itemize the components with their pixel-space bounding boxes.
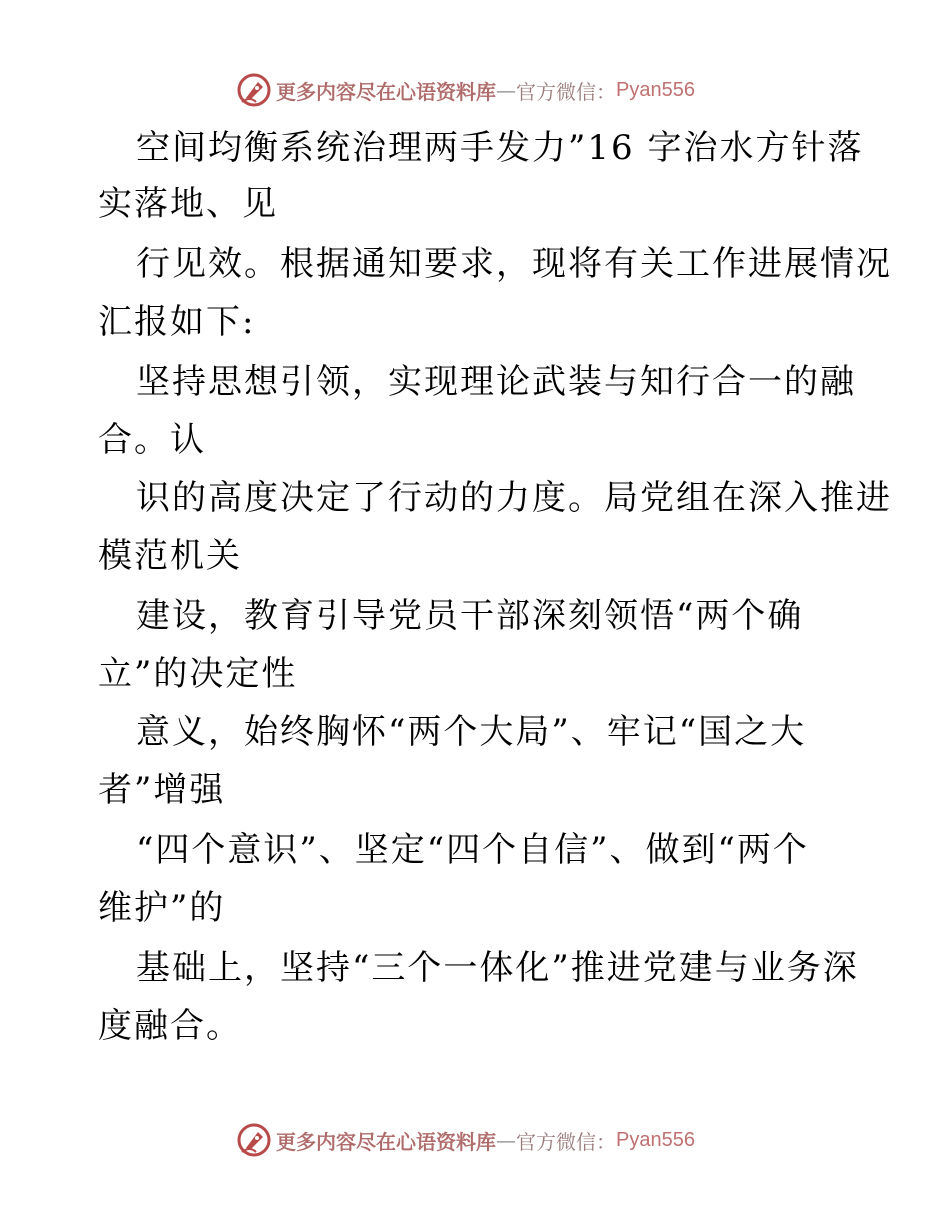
body-line: 合。认 — [98, 420, 206, 460]
watermark-separator: — — [496, 78, 516, 102]
fountain-pen-seal-icon — [236, 1122, 272, 1158]
watermark-wechat-id: Pyan556 — [616, 78, 695, 101]
watermark-separator: — — [496, 1128, 516, 1152]
watermark-wechat-label: 官方微信： — [516, 79, 616, 104]
footer-watermark — [236, 1122, 695, 1158]
body-line: 行见效。根据通知要求，现将有关工作进展情况 — [136, 244, 892, 284]
body-line: 度融合。 — [98, 1006, 242, 1046]
body-line: 汇报如下: — [98, 302, 256, 342]
body-line: 意义，始终胸怀“两个大局”、牢记“国之大 — [136, 712, 807, 752]
fountain-pen-seal-icon — [236, 72, 272, 108]
body-line: 实落地、见 — [98, 184, 278, 224]
body-line: 者”增强 — [98, 770, 226, 810]
watermark-main-text: 更多内容尽在心语资料库 — [276, 1129, 496, 1154]
watermark-main-text: 更多内容尽在心语资料库 — [276, 79, 496, 104]
body-line: 基础上，坚持“三个一体化”推进党建与业务深 — [136, 948, 859, 988]
body-line: 维护”的 — [98, 888, 226, 928]
body-line: 空间均衡系统治理两手发力”16 字治水方针落 — [136, 128, 864, 168]
body-line: 建设，教育引导党员干部深刻领悟“两个确 — [136, 596, 804, 636]
body-line: 模范机关 — [98, 536, 242, 576]
body-line: “四个意识”、坚定“四个自信”、做到“两个 — [136, 830, 809, 870]
body-line: 识的高度决定了行动的力度。局党组在深入推进 — [136, 478, 892, 518]
body-line: 立”的决定性 — [98, 654, 298, 694]
watermark-wechat-id: Pyan556 — [616, 1128, 695, 1151]
watermark-wechat-label: 官方微信： — [516, 1129, 616, 1154]
body-line: 坚持思想引领，实现理论武装与知行合一的融 — [136, 362, 856, 402]
header-watermark — [236, 72, 695, 108]
